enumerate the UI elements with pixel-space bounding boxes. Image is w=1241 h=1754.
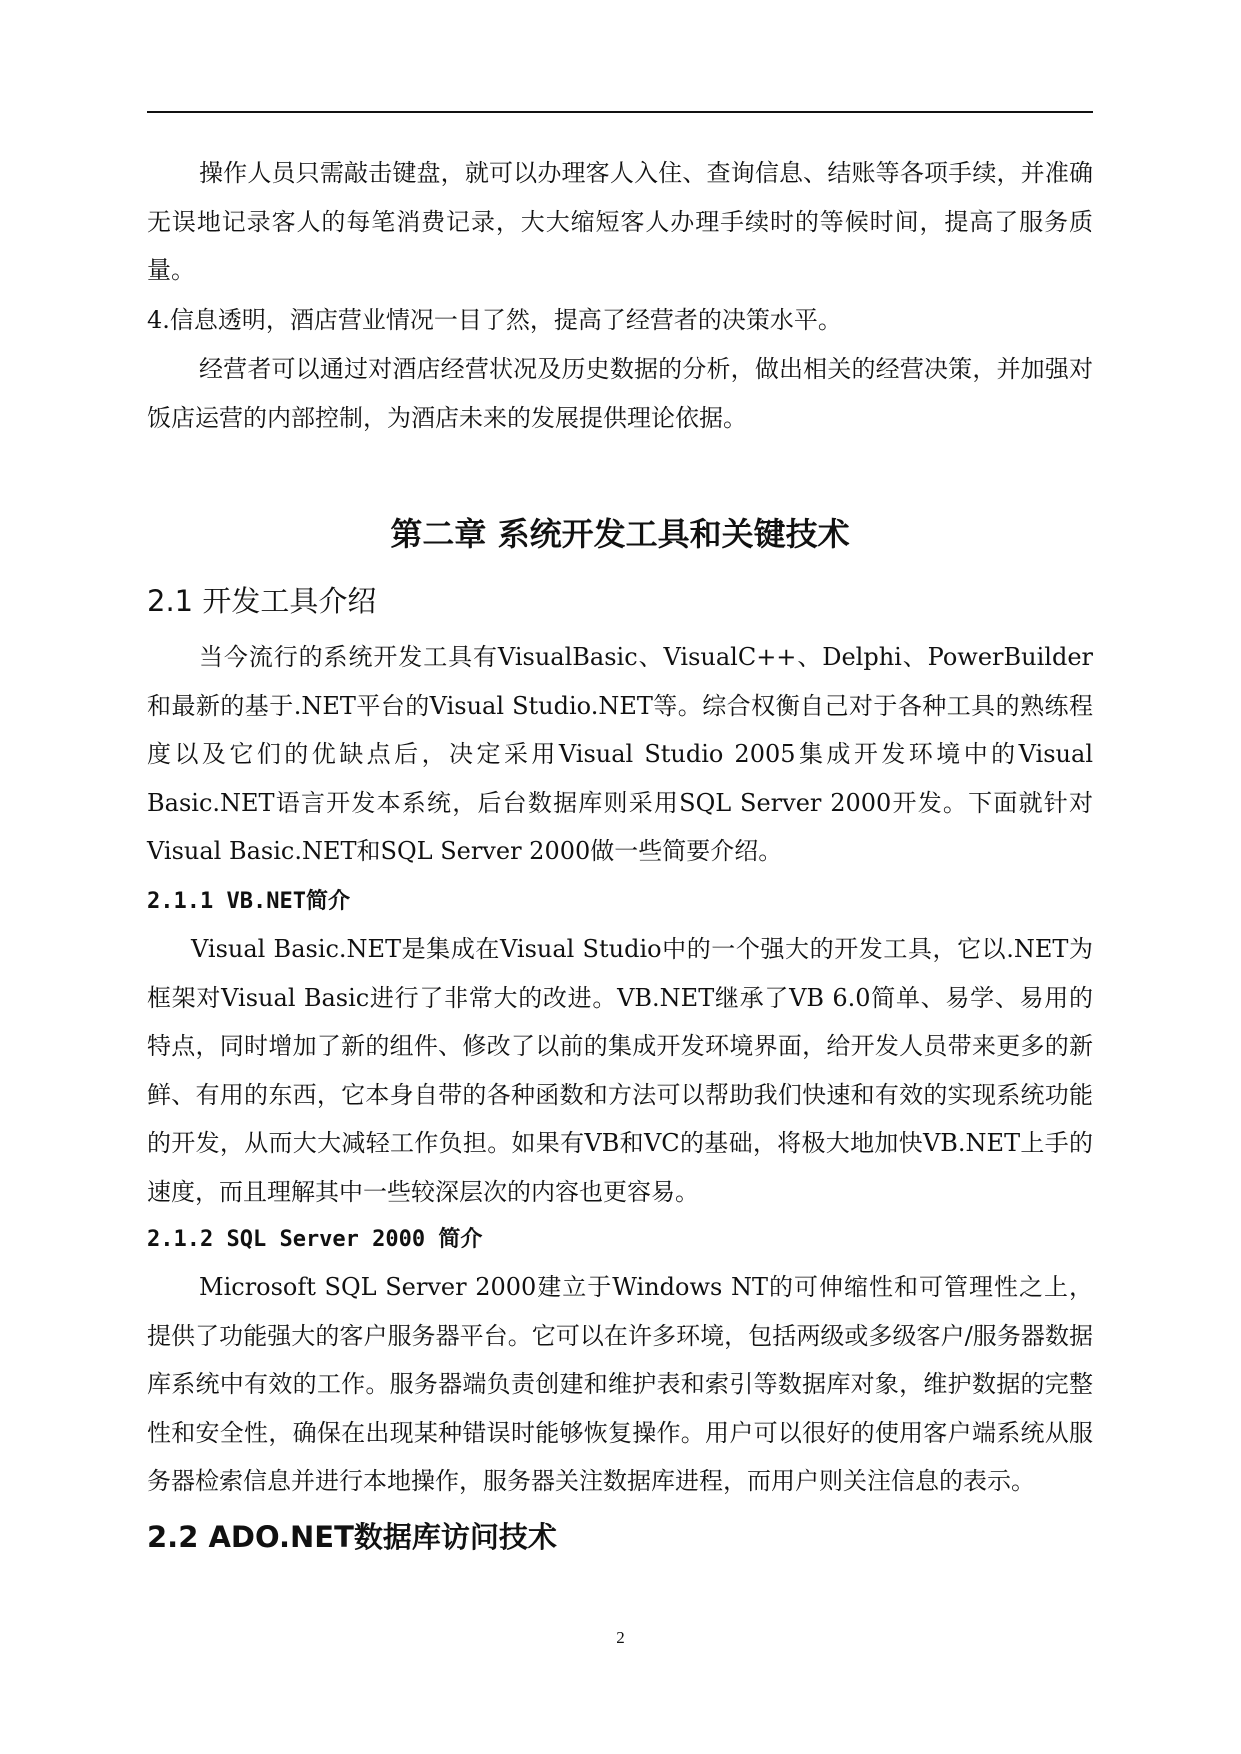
- section-heading-2-1: 2.1 开发工具介绍: [147, 584, 377, 618]
- paragraph-vbnet: Visual Basic.NET是集成在Visual Studio中的一个强大的开发工具，它以.NET为框架对Visual Basic进行了非常大的改进。VB.NET继承了VB 6.0简单、易学、易用的特点，同时增加了新的组件、修改了以前的集成开发环境界面，给开发人员带来更多的新鲜、有用的东西，它本身自带的各种函数和方法可以帮助我们快速和有效的实现系统功能的开发，从而大大减轻工作负担。如果有VB和VC的基础，将极大地加快VB.NET上手的速度，而且理解其中一些较深层次的内容也更容易。: [147, 935, 1093, 1206]
- header-rule: [147, 111, 1093, 113]
- paragraph-operation: 操作人员只需敲击键盘，就可以办理客人入住、查询信息、结账等各项手续，并准确无误地记录客人的每笔消费记录，大大缩短客人办理手续时的等候时间，提高了服务质量。: [147, 159, 1093, 285]
- list-item-4: 4.信息透明，酒店营业情况一目了然，提高了经营者的决策水平。: [147, 306, 842, 334]
- paragraph-sqlserver: Microsoft SQL Server 2000建立于Windows NT的可伸缩性和可管理性之上，提供了功能强大的客户服务器平台。它可以在许多环境，包括两级或多级客户/服务器数据库系统中有效的工作。服务器端负责创建和维护表和索引等数据库对象，维护数据的完整性和安全性，确保在出现某种错误时能够恢复操作。用户可以很好的使用客户端系统从服务器检索信息并进行本地操作，服务器关注数据库进程，而用户则关注信息的表示。: [147, 1273, 1093, 1496]
- section-heading-2-1-2: 2.1.2 SQL Server 2000 简介: [147, 1227, 483, 1252]
- section-heading-2-1-1: 2.1.1 VB.NET简介: [147, 889, 350, 914]
- paragraph-decision: 经营者可以通过对酒店经营状况及历史数据的分析，做出相关的经营决策，并加强对饭店运营的内部控制，为酒店未来的发展提供理论依据。: [147, 355, 1093, 432]
- page-number: 2: [616, 1628, 625, 1647]
- paragraph-dev-tools: 当今流行的系统开发工具有VisualBasic、VisualC++、Delphi、PowerBuilder和最新的基于.NET平台的Visual Studio.NET等。综合权衡自己对于各种工具的熟练程度以及它们的优缺点后，决定采用Visual Studio 2005集成开发环境中的Visual Basic.NET语言开发本系统，后台数据库则采用SQL Server 2000开发。下面就针对Visual Basic.NET和SQL Server 2000做一些简要介绍。: [147, 643, 1093, 866]
- section-heading-2-2: 2.2 ADO.NET数据库访问技术: [147, 1520, 557, 1554]
- chapter-title: 第二章 系统开发工具和关键技术: [390, 515, 850, 553]
